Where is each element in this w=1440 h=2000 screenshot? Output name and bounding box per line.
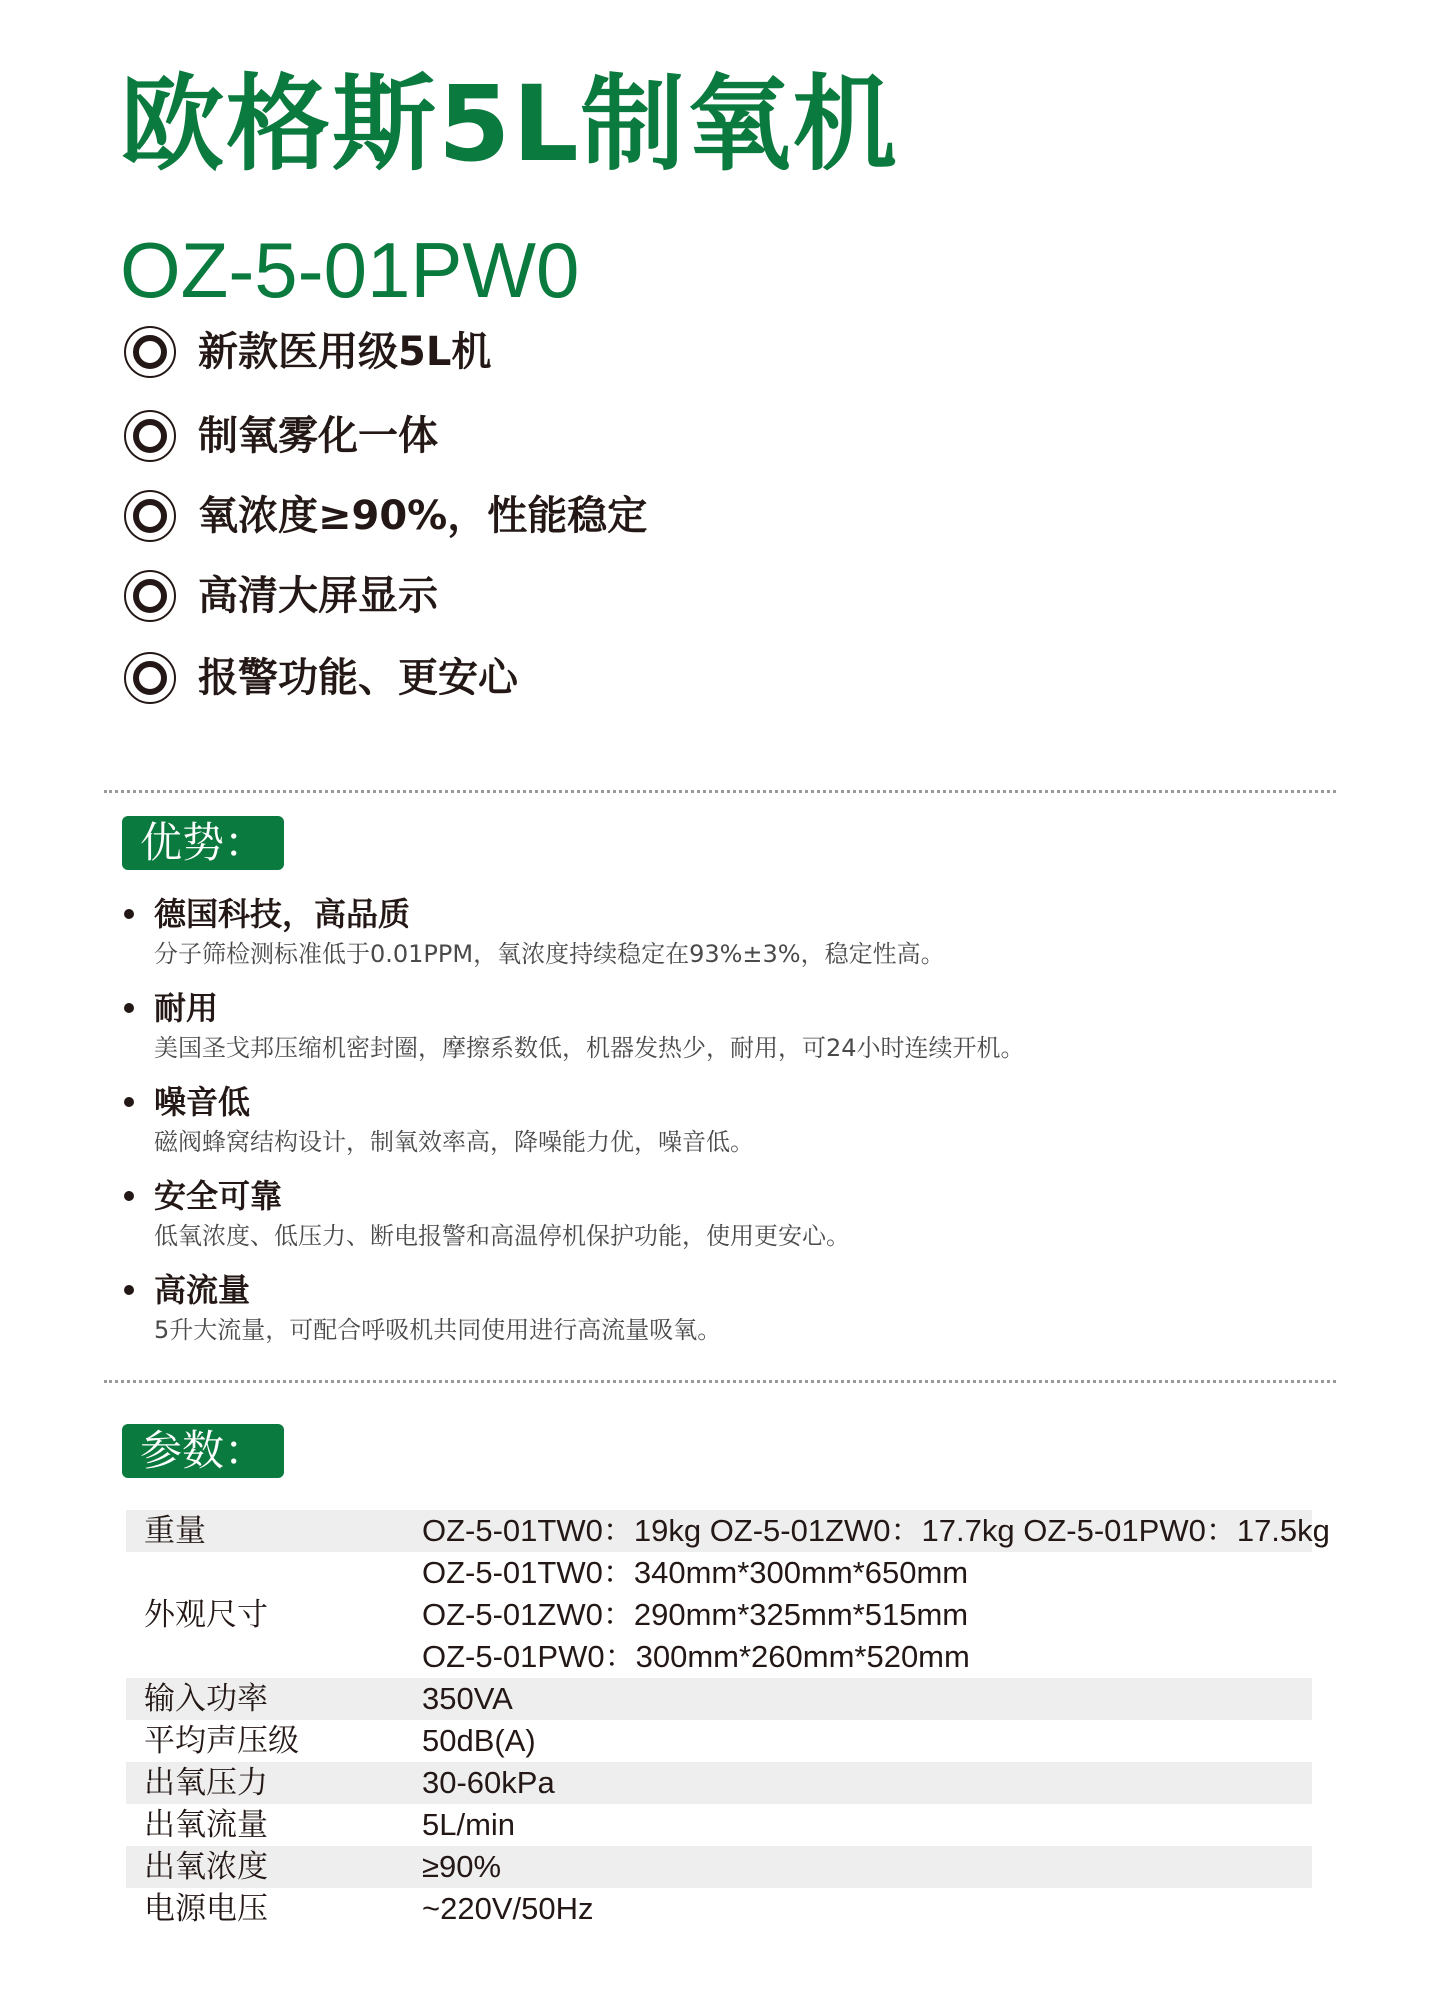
param-value [422,1678,513,1720]
param-label: 出氧压力 [144,1765,268,1801]
param-value [422,1846,501,1888]
advantage-desc: 低氧浓度、低压力、断电报警和高温停机保护功能，使用更安心。 [154,1222,850,1250]
param-value [422,1720,536,1762]
target-ring-icon [124,326,176,378]
advantage-desc: 磁阀蜂窝结构设计，制氧效率高，降噪能力优，噪音低。 [154,1128,754,1156]
parameters-heading: 参数： [122,1424,284,1478]
advantage-title: 高流量 [154,1271,251,1309]
param-value [422,1762,555,1804]
parameters-table [126,1510,1330,1930]
param-value [422,1888,593,1930]
param-value-line: ~220V/50Hz [422,1891,594,1926]
advantage-item [124,989,1025,1062]
advantage-desc: 5升大流量，可配合呼吸机共同使用进行高流量吸氧。 [154,1316,722,1344]
advantage-item [124,1271,722,1344]
advantage-item [124,1177,850,1250]
param-value-line: OZ-5-01TW0：340mm*300mm*650mm [422,1555,969,1590]
advantage-title: 耐用 [154,989,219,1027]
feature-item [124,570,438,622]
param-label: 重量 [144,1513,206,1549]
param-value-line: OZ-5-01PW0：300mm*260mm*520mm [422,1639,970,1674]
table-row [126,1762,1312,1804]
product-title: 欧格斯5L制氧机 [120,63,899,185]
param-label: 出氧浓度 [144,1849,268,1885]
bullet-icon [124,1003,134,1013]
feature-text: 高清大屏显示 [198,573,438,619]
table-row [126,1510,1330,1552]
advantage-desc: 分子筛检测标准低于0.01PPM，氧浓度持续稳定在93%±3%，稳定性高。 [154,940,945,968]
param-value-line: 50dB(A) [422,1723,536,1758]
param-value-line: 350VA [422,1681,513,1716]
table-row [126,1804,1312,1846]
feature-item [124,410,438,462]
advantage-title: 噪音低 [154,1083,251,1121]
advantages-heading: 优势： [122,816,284,870]
target-ring-icon [124,410,176,462]
target-ring-icon [124,570,176,622]
param-value [422,1510,1330,1552]
feature-text: 制氧雾化一体 [198,413,438,459]
param-value-line: OZ-5-01TW0：19kg OZ-5-01ZW0：17.7kg OZ-5-01PW0：17.5kg [422,1513,1330,1548]
param-value-line: 5L/min [422,1807,516,1842]
bullet-icon [124,1191,134,1201]
param-label: 平均声压级 [144,1723,299,1759]
param-value [422,1552,970,1678]
advantage-item [124,895,945,968]
advantage-title: 安全可靠 [154,1177,283,1215]
table-row [126,1720,1312,1762]
table-row [126,1888,1312,1930]
target-ring-icon [124,490,176,542]
param-value [422,1804,515,1846]
table-row [126,1552,1312,1678]
feature-text: 氧浓度≥90%，性能稳定 [198,493,648,539]
param-value-line: 30-60kPa [422,1765,555,1800]
param-label: 出氧流量 [144,1807,268,1843]
param-value-line: ≥90% [422,1849,502,1884]
feature-item [124,652,518,704]
target-ring-icon [124,652,176,704]
feature-item [124,326,491,378]
advantage-title: 德国科技，高品质 [154,895,411,933]
feature-text: 报警功能、更安心 [198,655,518,701]
advantage-item [124,1083,754,1156]
table-row [126,1678,1312,1720]
param-label: 电源电压 [144,1891,268,1927]
dotted-divider [104,1380,1336,1383]
table-row [126,1846,1312,1888]
param-label: 输入功率 [144,1681,268,1717]
product-model: OZ-5-01PW0 [120,226,580,314]
feature-item [124,490,647,542]
feature-text: 新款医用级5L机 [198,329,492,375]
bullet-icon [124,909,134,919]
param-value-line: OZ-5-01ZW0：290mm*325mm*515mm [422,1597,969,1632]
bullet-icon [124,1097,134,1107]
param-label: 外观尺寸 [144,1597,268,1633]
advantage-desc: 美国圣戈邦压缩机密封圈，摩擦系数低，机器发热少，耐用，可24小时连续开机。 [154,1034,1025,1062]
bullet-icon [124,1285,134,1295]
dotted-divider [104,790,1336,793]
